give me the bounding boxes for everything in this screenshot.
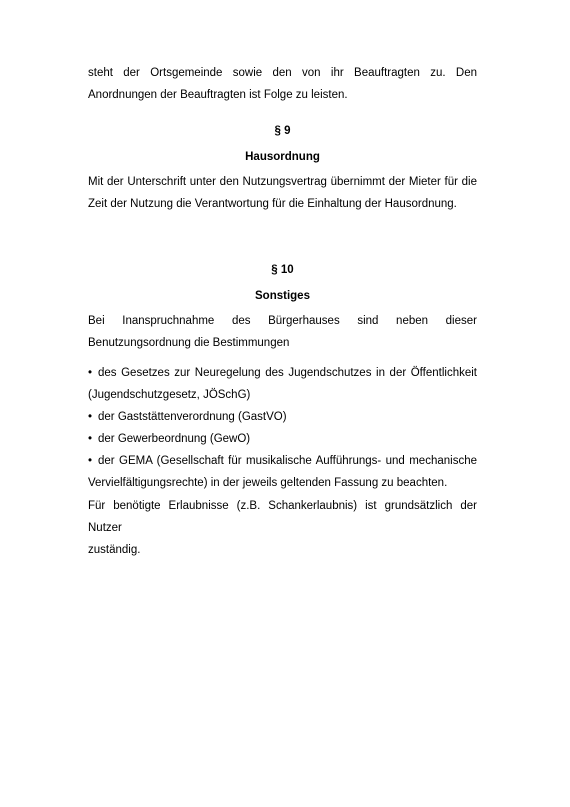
closing-line-2: zuständig. bbox=[88, 544, 141, 556]
section-9-line-2: Zeit der Nutzung die Verantwortung für die Einhaltung der Hausordnung. bbox=[88, 198, 457, 210]
regulations-list bbox=[88, 362, 477, 494]
list-item-line-2: (Jugendschutzgesetz, JÖSchG) bbox=[88, 389, 251, 401]
list-item-line-2: Vervielfältigungsrechte) in der jeweils geltenden Fassung zu beachten. bbox=[88, 477, 448, 489]
bullet-icon: • bbox=[88, 455, 93, 467]
bullet-icon: • bbox=[88, 411, 93, 423]
section-9-paragraph bbox=[88, 171, 477, 215]
section-10-intro-line-2: Benutzungsordnung die Bestimmungen bbox=[88, 337, 290, 349]
section-10-intro bbox=[88, 310, 477, 354]
section-10-title: Sonstiges bbox=[255, 290, 310, 302]
bullet-icon: • bbox=[88, 367, 93, 379]
list-item-line-1: der GEMA (Gesellschaft für musikalische Aufführungs- und mechanische bbox=[98, 455, 477, 467]
list-item bbox=[88, 406, 477, 428]
list-item-line-1: des Gesetzes zur Neuregelung des Jugendschutzes in der Öffentlichkeit bbox=[98, 367, 477, 379]
list-item bbox=[88, 428, 477, 450]
closing-paragraph bbox=[88, 495, 477, 561]
section-9-number: § 9 bbox=[274, 125, 291, 137]
section-10-intro-line-1: Bei Inanspruchnahme des Bürgerhauses sind neben dieser bbox=[88, 315, 477, 327]
intro-line-2: Anordnungen der Beauftragten ist Folge zu leisten. bbox=[88, 89, 348, 101]
section-9-line-1: Mit der Unterschrift unter den Nutzungsvertrag übernimmt der Mieter für die bbox=[88, 176, 477, 188]
section-9-title: Hausordnung bbox=[245, 151, 320, 163]
intro-paragraph bbox=[88, 62, 477, 106]
closing-line-1: Für benötigte Erlaubnisse (z.B. Schankerlaubnis) ist grundsätzlich der Nutzer bbox=[88, 500, 477, 534]
intro-line-1: steht der Ortsgemeinde sowie den von ihr Beauftragten zu. Den bbox=[88, 67, 477, 79]
section-10-number: § 10 bbox=[271, 264, 294, 276]
list-item-line-1: der Gewerbeordnung (GewO) bbox=[98, 433, 251, 445]
bullet-icon: • bbox=[88, 433, 93, 445]
list-item bbox=[88, 362, 477, 406]
list-item-line-1: der Gaststättenverordnung (GastVO) bbox=[98, 411, 287, 423]
list-item bbox=[88, 450, 477, 494]
